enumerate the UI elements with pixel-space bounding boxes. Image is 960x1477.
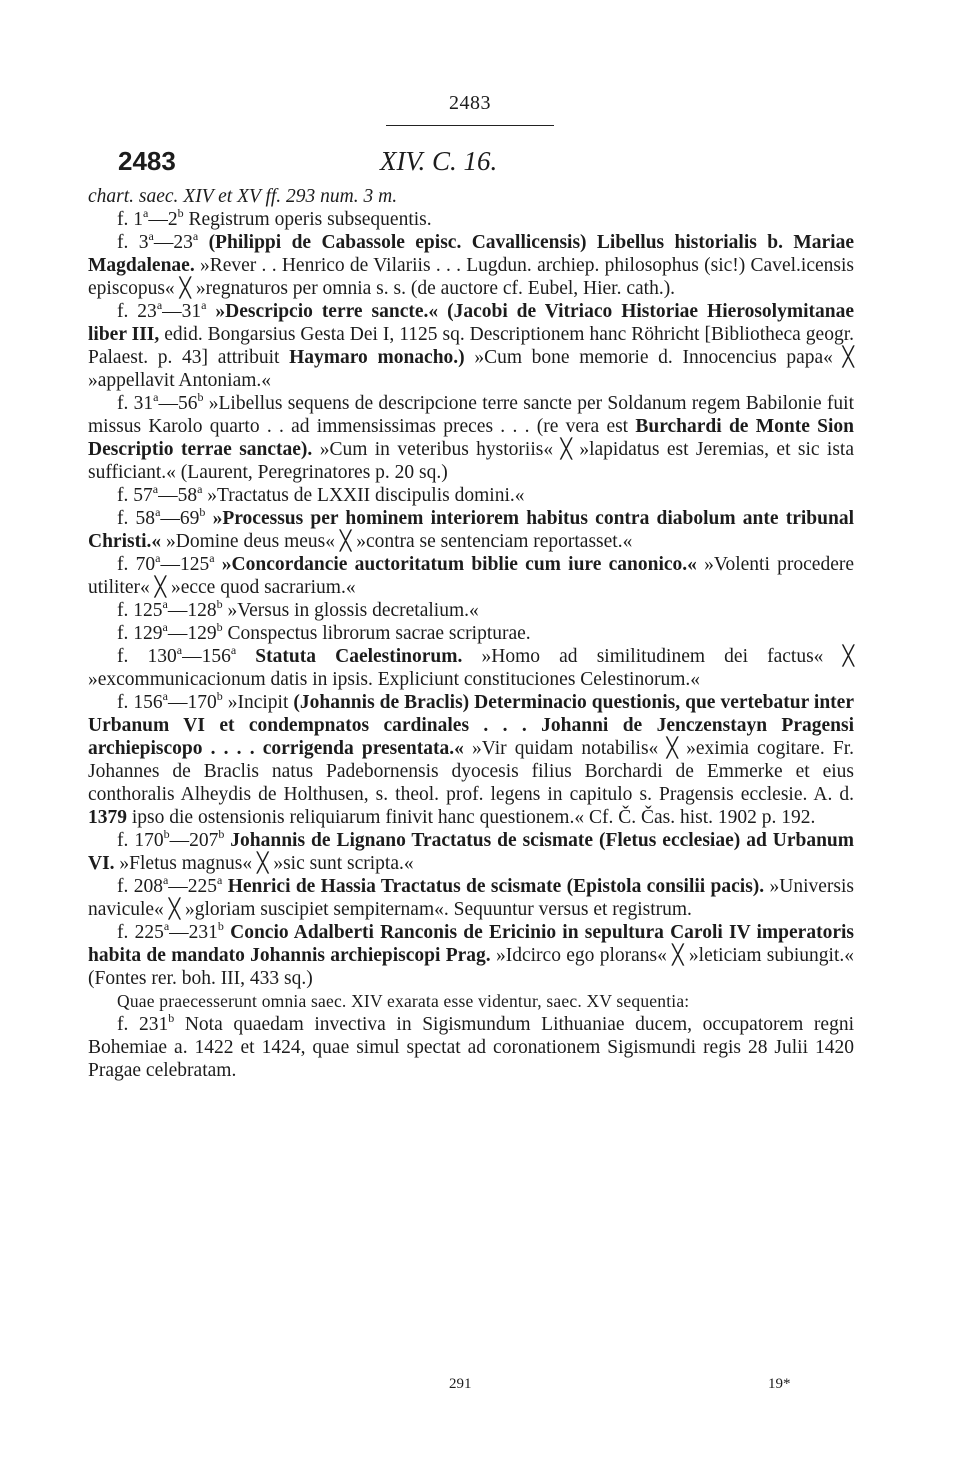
text-segment: —56	[158, 393, 198, 414]
text-segment: f. 70	[117, 554, 156, 575]
content-paragraph	[88, 918, 855, 990]
bold-title-text: »Descripcio terre sancte.« (Jacobi de Vitriaco Historiae Hierosolymitanae liber III,	[88, 301, 854, 345]
text-segment: »ecce quod sacrarium.«	[166, 577, 356, 598]
page-number: 291	[449, 1376, 472, 1392]
text-segment: »leticiam subiungit.« (Fontes rer. boh. III, 433 sq.)	[88, 945, 855, 989]
content-paragraph	[88, 688, 854, 829]
text-segment: f. 58	[117, 508, 156, 529]
content-paragraph	[88, 481, 854, 507]
text-segment: »gloriam suscipiet sempiternam«. Sequuntur versus et registrum.	[180, 899, 692, 920]
text-segment: —225	[168, 876, 218, 897]
text-segment: ipso die ostensionis reliquiarum finivit hanc questionem.« Cf. Č. Čas. hist. 1902 p. 192.	[127, 807, 816, 828]
text-segment: »Libellus sequens de descripcione terre sancte per Soldanum regem Babilonie fuit missus Karolo quarto . . ad immensissimas preces . . . (re vera est	[88, 393, 854, 437]
folio-superscript: a	[217, 872, 223, 887]
text-segment: »Volenti procedere utiliter«	[88, 554, 854, 598]
folio-superscript: a	[230, 642, 237, 657]
text-segment: »Cum bone memorie d. Innocencius papa«	[464, 347, 843, 368]
entry-body	[88, 185, 854, 1082]
text-segment: —31	[162, 301, 202, 322]
folio-superscript: a	[153, 389, 159, 404]
text-segment: —69	[160, 508, 200, 529]
folio-superscript: a	[156, 297, 163, 312]
text-segment: —231	[169, 922, 218, 943]
folio-superscript: a	[162, 596, 168, 611]
folio-superscript: a	[143, 205, 149, 220]
text-segment: f. 1	[117, 209, 143, 230]
text-segment: »Tractatus de LXXII discipulis domini.«	[202, 485, 525, 506]
text-segment: »appellavit Antoniam.«	[88, 370, 272, 391]
text-segment: »Domine deus meus«	[161, 531, 340, 552]
shelfmark: XIV. C. 16.	[380, 146, 498, 176]
bold-title-text: Burchardi de Monte Sion Descriptio terrae sanctae).	[88, 416, 854, 460]
bold-title-text: 1379	[88, 807, 127, 828]
text-segment: »Homo ad similitudinem dei factus«	[462, 646, 843, 667]
text-segment: f. 225	[117, 922, 164, 943]
text-segment: Quae praecesserunt omnia saec. XIV exarata esse videntur, saec. XV sequentia:	[117, 991, 690, 1011]
text-segment: —129	[167, 623, 217, 644]
text-segment: —2	[148, 209, 178, 230]
incipit-explicit-separator: ╳	[560, 438, 572, 460]
folio-superscript: a	[155, 504, 161, 519]
physical-description: chart. saec. XIV et XV ff. 293 num. 3 m.	[88, 186, 398, 207]
content-paragraph	[88, 297, 855, 392]
text-segment: f. 125	[117, 600, 163, 621]
incipit-explicit-separator: ╳	[168, 898, 181, 920]
text-segment: —156	[182, 646, 231, 667]
text-segment: »Cum in veteribus hystoriis«	[312, 439, 561, 460]
text-segment: —58	[158, 485, 198, 506]
text-segment: f. 129	[117, 623, 163, 644]
incipit-explicit-separator: ╳	[842, 346, 854, 368]
bold-title-text: Concio Adalberti Ranconis de Ericinio in sepultura Caroli IV imperatoris habita de mandato Johannis archiepiscopi Prag.	[88, 922, 854, 966]
text-segment: »contra se sentenciam reportasset.«	[351, 531, 633, 552]
folio-superscript: a	[192, 228, 199, 243]
signature-mark: 19*	[768, 1376, 791, 1392]
running-head: 2483	[386, 92, 554, 126]
content-paragraph	[88, 550, 854, 599]
folio-superscript: a	[155, 550, 161, 565]
folio-superscript: b	[163, 826, 170, 841]
text-segment: »sic sunt scripta.«	[268, 853, 414, 874]
content-paragraph	[88, 990, 854, 1013]
incipit-explicit-separator: ╳	[257, 852, 269, 874]
folio-superscript: b	[216, 596, 223, 611]
incipit-explicit-separator: ╳	[666, 737, 678, 759]
text-segment: »regnaturos per omnia s. s. (de auctore cf. Eubel, Hier. cath.).	[190, 278, 676, 299]
folio-superscript: b	[177, 205, 184, 220]
content-paragraph	[88, 872, 854, 921]
text-segment: —128	[167, 600, 217, 621]
bold-title-text: Statuta Caelestinorum.	[236, 646, 463, 667]
folio-superscript: b	[216, 619, 223, 634]
content-paragraph	[88, 596, 854, 622]
incipit-explicit-separator: ╳	[339, 530, 352, 552]
text-segment: Nota quaedam invectiva in Sigismundum Lithuaniae ducem, occupatorem regni Bohemiae a. 1422 et 1424, quae simul spectat ad coronationem Sigismundi regis 28 Julii 1420 Pragae celebratam.	[88, 1014, 854, 1081]
text-segment: f. 130	[117, 646, 177, 667]
content-paragraph	[88, 642, 855, 691]
folio-superscript: a	[162, 872, 169, 887]
text-segment: f. 156	[117, 692, 163, 713]
text-segment: »Versus in glossis decretalium.«	[222, 600, 479, 621]
text-segment: »Rever . . Henrico de Vilariis . . . Lugdun. archiep. philosophus (sic!) Cavel.icensis episcopus«	[88, 255, 854, 299]
folio-superscript: b	[217, 918, 224, 933]
folio-superscript: a	[163, 918, 170, 933]
incipit-explicit-separator: ╳	[842, 645, 855, 667]
text-segment: f. 23	[117, 301, 157, 322]
content-paragraph	[88, 389, 854, 484]
bold-title-text: Haymaro monacho.)	[289, 347, 465, 368]
bold-title-text: »Concordancie auctoritatum biblie cum iure canonico.«	[214, 554, 697, 575]
incipit-explicit-separator: ╳	[154, 576, 167, 598]
text-segment: —23	[153, 232, 193, 253]
folio-superscript: b	[218, 826, 225, 841]
content-paragraph	[88, 1010, 854, 1082]
bold-title-text: Henrici de Hassia Tractatus de scismate (Epistola consilii pacis).	[222, 876, 765, 897]
incipit-explicit-separator: ╳	[179, 277, 191, 299]
text-segment: Conspectus librorum sacrae scripturae.	[222, 623, 531, 644]
text-segment: »Fletus magnus«	[114, 853, 258, 874]
text-segment: »excommunicacionum datis in ipsis. Expliciunt constituciones Celestinorum.«	[88, 669, 700, 690]
text-segment: f. 208	[117, 876, 163, 897]
text-segment: —125	[160, 554, 210, 575]
text-segment: Registrum operis subsequentis.	[183, 209, 432, 230]
bold-title-text: (Johannis de Braclis) Determinacio questionis, que vertebatur inter Urbanum VI et condempnatos cardinales . . . Johanni de Jenczenstayn Pragensi archiepiscopo . . . . corrigenda presentata.«	[88, 692, 854, 759]
folio-superscript: b	[197, 389, 204, 404]
text-segment: »Idcirco ego plorans«	[490, 945, 673, 966]
text-segment: »lapidatus est Jeremias, et sic ista sufficiant.« (Laurent, Peregrinatores p. 20 sq.)	[88, 439, 854, 483]
bold-title-text: »Processus per hominem interiorem habitus contra diabolum ante tribunal Christi.«	[88, 508, 854, 552]
folio-superscript: a	[197, 481, 203, 496]
text-segment: »eximia cogitare. Fr. Johannes de Braclis natus Padebornensis dyocesis filius Borchardi de Emmerke et eius conthoralis Alheydis de Holthusen, s. theol. prof. legens in capitulo s. Pragensis ecclesie. A. d.	[88, 738, 854, 805]
folio-superscript: a	[162, 688, 168, 703]
content-paragraph	[88, 619, 854, 645]
text-segment: f. 3	[117, 232, 149, 253]
incipit-explicit-separator: ╳	[672, 944, 684, 966]
folio-superscript: a	[176, 642, 183, 657]
text-segment: edid. Bongarsius Gesta Dei I, 1125 sq. Descriptionem hanc Röhricht [Bibliotheca geogr. Palaest. p. 43] attribuit	[88, 324, 855, 368]
folio-superscript: b	[168, 1010, 175, 1025]
folio-superscript: b	[216, 688, 223, 703]
text-segment: —207	[169, 830, 219, 851]
text-segment: »Vir quidam notabilis«	[463, 738, 667, 759]
bold-title-text: (Philippi de Cabassole episc. Cavallicensis) Libellus historialis b. Mariae Magdalenae.	[88, 232, 854, 276]
content-paragraph	[88, 504, 854, 553]
bold-title-text: Johannis de Lignano Tractatus de scismate (Fletus ecclesiae) ad Urbanum VI.	[88, 830, 854, 874]
folio-superscript: a	[201, 297, 207, 312]
folio-superscript: b	[199, 504, 206, 519]
entry-number: 2483	[118, 146, 176, 176]
content-paragraph	[88, 205, 854, 231]
folio-superscript: a	[152, 481, 159, 496]
content-paragraph	[88, 826, 854, 875]
text-segment: f. 170	[117, 830, 164, 851]
text-segment: f. 31	[117, 393, 154, 414]
text-segment: f. 57	[117, 485, 153, 506]
text-segment: »Universis navicule«	[88, 876, 854, 920]
content-paragraph	[88, 228, 854, 300]
entry-heading	[118, 146, 818, 182]
text-segment: f. 231	[117, 1014, 169, 1035]
text-segment: —170	[167, 692, 217, 713]
text-segment: »Incipit	[222, 692, 294, 713]
folio-superscript: a	[209, 550, 215, 565]
folio-superscript: a	[148, 228, 154, 243]
folio-superscript: a	[162, 619, 168, 634]
